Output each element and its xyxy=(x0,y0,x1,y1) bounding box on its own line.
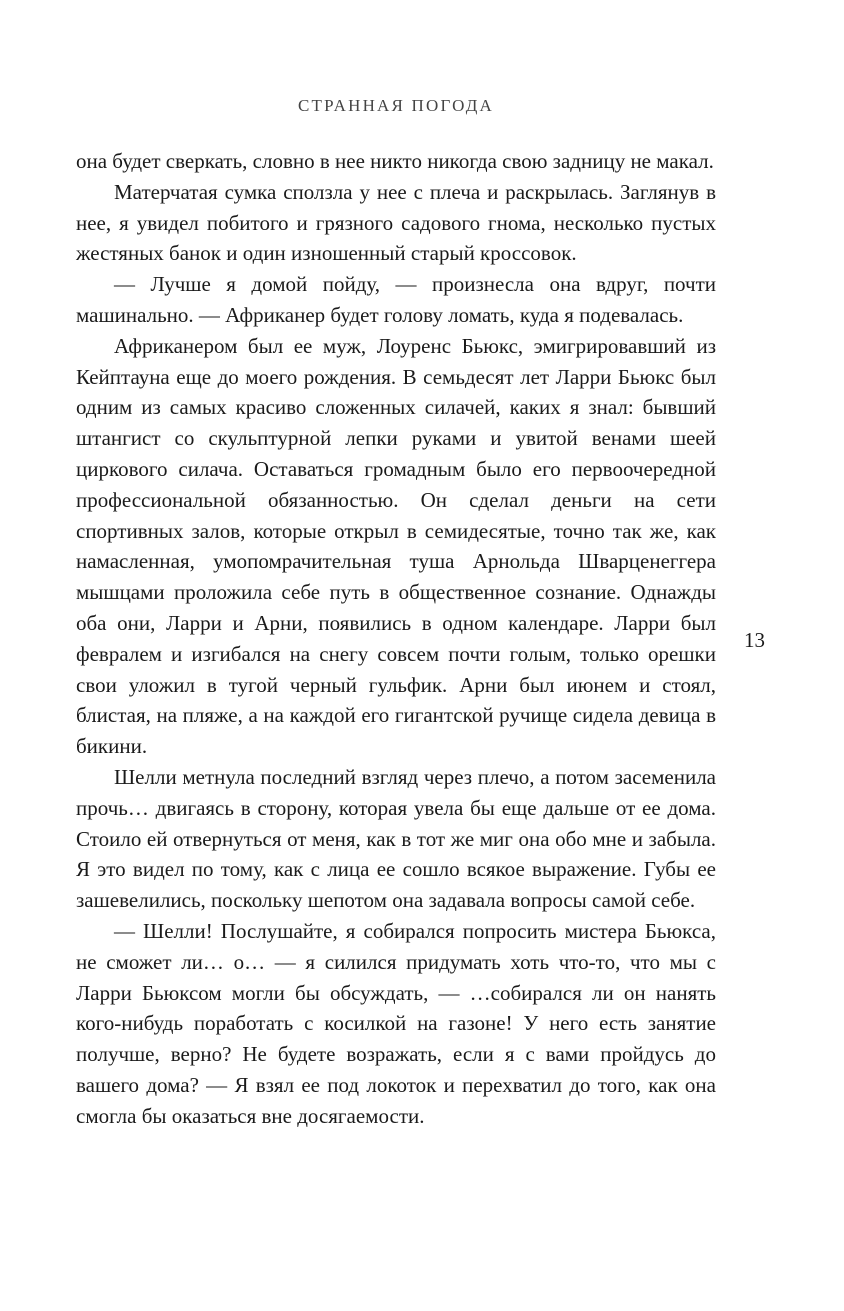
paragraph-4: Африканером был ее муж, Лоуренс Бьюкс, эмигрировавший из Кейптауна еще до моего рождения. В семьдесят лет Ларри Бьюкс был одним из самых красиво сложенных силачей, каких я знал: бывший штангист со скульптурной лепки руками и увитой венами шеей циркового силача. Оставаться громадным было его первоочередной профессиональной обязанностью. Он сделал деньги на сети спортивных залов, которые открыл в семидесятые, точно так же, как намасленная, умопомрачительная туша Арнольда Шварценеггера мышцами проложила себе путь в общественное сознание. Однажды оба они, Ларри и Арни, появились в одном календаре. Ларри был февралем и изгибался на снегу совсем почти голым, только орешки свои уложил в тугой черный гульфик. Арни был июнем и стоял, блистая, на пляже, а на каждой его гигантской ручище сидела девица в бикини. xyxy=(76,333,716,759)
running-head: СТРАННАЯ ПОГОДА xyxy=(298,96,494,115)
paragraph-5: Шелли метнула последний взгляд через плечо, а потом засеменила прочь… двигаясь в сторону, которая увела бы еще дальше от ее дома. Стоило ей отвернуться от меня, как в тот же миг она обо мне и забыла. Я это видел по тому, как с лица ее сошло всякое выражение. Губы ее зашевелились, поскольку шепотом она задавала вопросы самой себе. xyxy=(76,764,716,913)
page-number: 13 xyxy=(744,628,765,652)
paragraph-3: — Лучше я домой пойду, — произнесла она вдруг, почти машинально. — Африканер будет голову ломать, куда я подевалась. xyxy=(76,272,716,327)
paragraph-1: она будет сверкать, словно в нее никто никогда свою задницу не макал. xyxy=(76,149,714,173)
body-text xyxy=(76,146,716,1132)
paragraph-2: Матерчатая сумка сползла у нее с плеча и раскрылась. Заглянув в нее, я увидел побитого и грязного садового гнома, несколько пустых жестяных банок и один изношенный старый кроссовок. xyxy=(76,179,716,266)
paragraph-6: — Шелли! Послушайте, я собирался попросить мистера Бьюкса, не сможет ли… о… — я силился придумать хоть что-то, что мы с Ларри Бьюксом могли бы обсуждать, — …собирался ли он нанять кого-нибудь поработать с косилкой на газоне! У него есть занятие получше, верно? Не будете возражать, если я с вами пройдусь до вашего дома? — Я взял ее под локоток и перехватил до того, как она смогла бы оказаться вне досягаемости. xyxy=(76,918,716,1128)
